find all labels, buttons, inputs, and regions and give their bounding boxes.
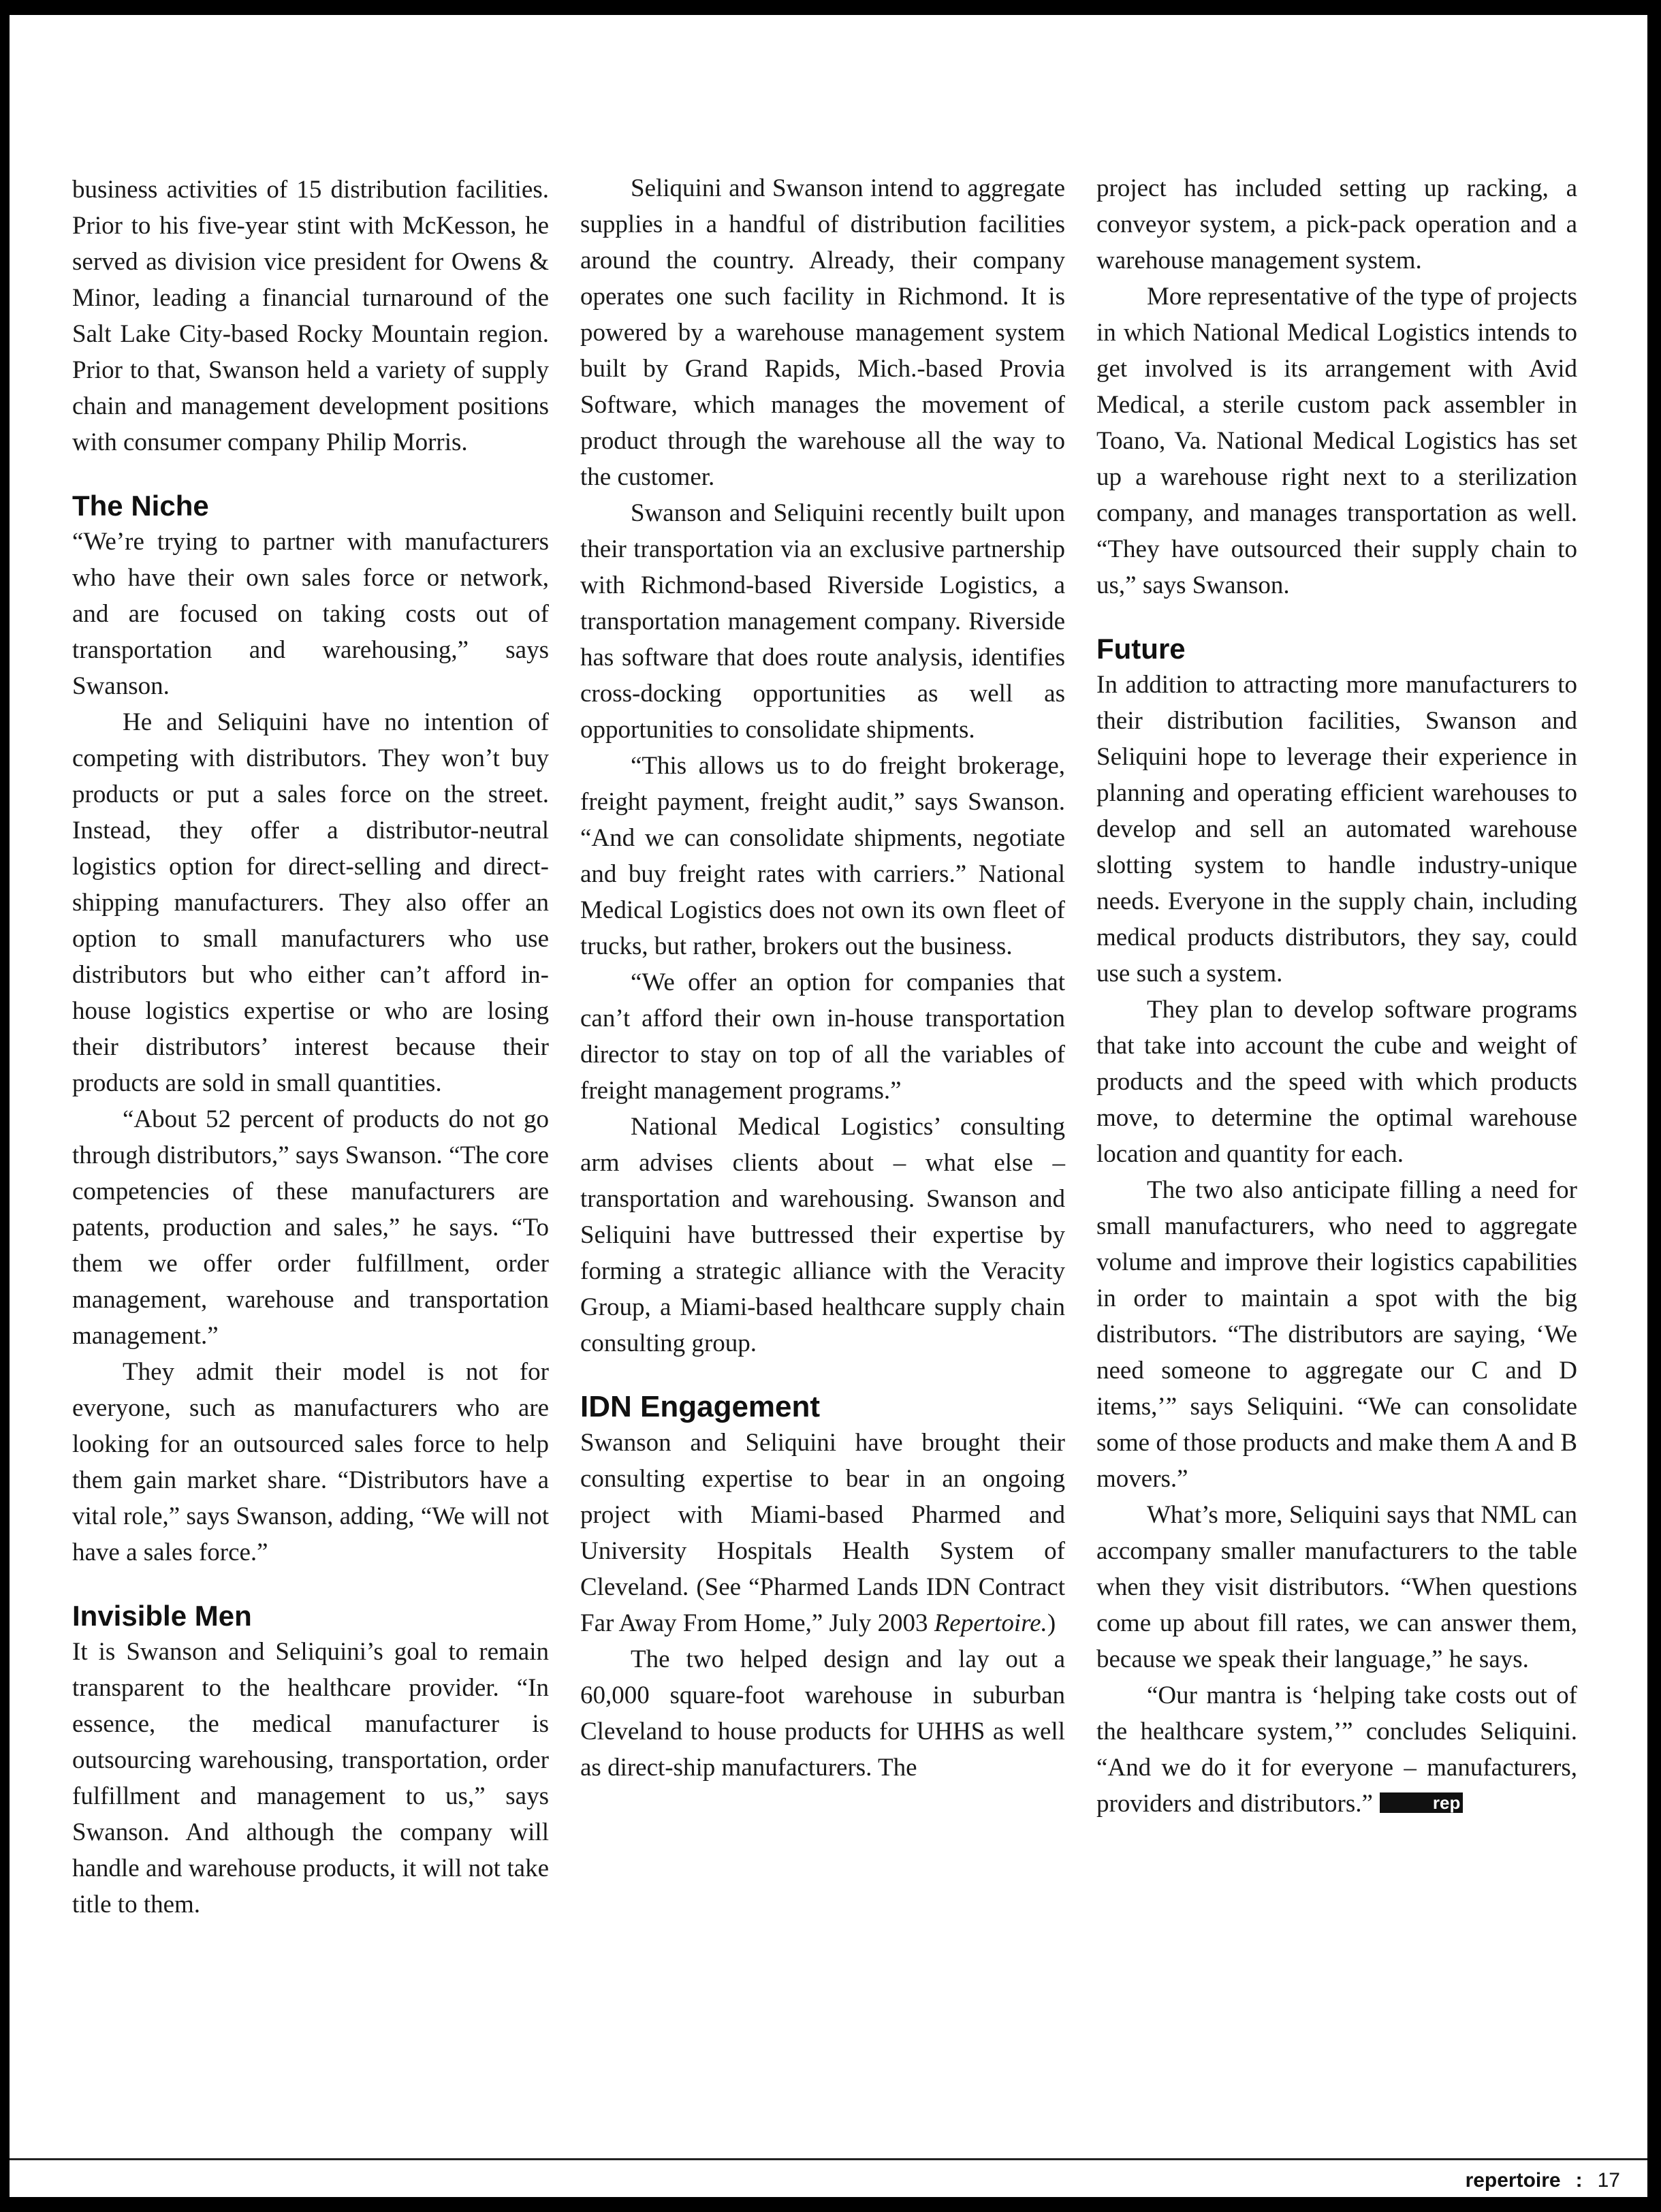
paragraph: project has included setting up racking, a conveyor system, a pick-pack operation and a warehouse management system. — [1096, 174, 1577, 274]
paragraph: “About 52 percent of products do not go through distributors,” says Swanson. “The core competencies of these manufacturers are patents, production and sales,” he says. “To them we offer order fulfillment, order management, warehouse and transportation management.” — [72, 1105, 549, 1350]
paragraph-text: “Our mantra is ‘helping take costs out of the healthcare system,’” concludes Seliquini. “And we do it for everyone – manufacturers, providers and distributors.” — [1096, 1681, 1577, 1818]
paragraph: National Medical Logistics’ consulting arm advises clients about – what else – transportation and warehousing. Swanson and Seliquini have buttressed their expertise by forming a strategic alliance with the Veracity Group, a Miami-based healthcare supply chain consulting group. — [580, 1113, 1065, 1357]
paragraph: What’s more, Seliquini says that NML can accompany smaller manufacturers to the table when they visit distributors. “When questions come up about fill rates, we can answer them, because we speak their language,” he says. — [1096, 1501, 1577, 1673]
paragraph — [1096, 1677, 1577, 1822]
paragraph: In addition to attracting more manufacturers to their distribution facilities, Swanson and Seliquini hope to leverage their experience in planning and operating efficient warehouses to develop and sell an automated warehouse slotting system to handle industry-unique needs. Everyone in the supply chain, including medical products distributors, they say, could use such a system. — [1096, 671, 1577, 988]
paragraph: They admit their model is not for everyone, such as manufacturers who are looking for an outsourced sales force to help them gain market share. “Distributors have a vital role,” says Swanson, adding, “We will not have a sales force.” — [72, 1358, 549, 1566]
paragraph: “This allows us to do freight brokerage, freight payment, freight audit,” says Swanson. “And we can consolidate shipments, negotiate and buy freight rates with carriers.” National Medical Logistics does not own its own fleet of trucks, but rather, brokers out the business. — [580, 752, 1065, 960]
paragraph: They plan to develop software programs that take into account the cube and weight of products and the speed with which products move, to determine the optimal warehouse location and quantity for each. — [1096, 996, 1577, 1168]
paragraph: Swanson and Seliquini recently built upon their transportation via an exclusive partnership with Richmond-based Riverside Logistics, a transportation management company. Riverside has software that does route analysis, identifies cross-docking opportunities as well as opportunities to consolidate shipments. — [580, 499, 1065, 744]
paragraph — [580, 1425, 1065, 1641]
page-number: 17 — [1597, 2169, 1620, 2192]
footer-separator: : — [1575, 2169, 1583, 2192]
paragraph: The two also anticipate filling a need for small manufacturers, who need to aggregate volume and improve their logistics capabilities in order to maintain a spot with the big distributors. “The distributors are saying, ‘We need someone to aggregate our C and D items,’” says Seliquini. “We can consolidate some of those products and make them A and B movers.” — [1096, 1176, 1577, 1493]
column-2 — [580, 170, 1065, 1786]
paragraph: business activities of 15 distribution facilities. Prior to his five-year stint with McKesson, he served as division vice president for Owens & Minor, leading a financial turnaround of the Salt Lake City-based Rocky Mountain region. Prior to that, Swanson held a variety of supply chain and management development positions with consumer company Philip Morris. — [72, 176, 549, 456]
paragraph: “We’re trying to partner with manufacturers who have their own sales force or network, and are focused on taking costs out of transportation and warehousing,” says Swanson. — [72, 528, 549, 700]
section-heading-invisible-men: Invisible Men — [72, 1600, 252, 1632]
paragraph: It is Swanson and Seliquini’s goal to remain transparent to the healthcare provider. “In essence, the medical manufacturer is outsourcing warehousing, transportation, order fulfillment and management to us,” says Swanson. And although the company will handle and warehouse products, it will not take title to them. — [72, 1638, 549, 1918]
footer-rule — [10, 2158, 1647, 2160]
paragraph: Seliquini and Swanson intend to aggregate supplies in a handful of distribution facilities around the country. Already, their company operates one such facility in Richmond. It is powered by a warehouse management system built by Grand Rapids, Mich.-based Provia Software, which manages the movement of product through the warehouse all the way to the customer. — [580, 174, 1065, 491]
column-1 — [72, 172, 549, 1923]
page-footer — [1466, 2169, 1620, 2192]
paragraph: The two helped design and lay out a 60,000 square-foot warehouse in suburban Cleveland to house products for UHHS as well as direct-ship manufacturers. The — [580, 1645, 1065, 1782]
paragraph-text: Swanson and Seliquini have brought their consulting expertise to bear in an ongoing project with Miami-based Pharmed and University Hospitals Health System of Cleveland. (See “Pharmed Lands IDN Contract Far Away From Home,” July 2003 — [580, 1429, 1065, 1637]
publication-name: repertoire — [1465, 2169, 1561, 2192]
paragraph-text: ) — [1047, 1609, 1056, 1637]
magazine-title-italic: Repertoire. — [934, 1609, 1047, 1637]
paragraph: “We offer an option for companies that can’t afford their own in-house transportation director to stay on top of all the variables of freight management programs.” — [580, 968, 1065, 1105]
section-heading-idn-engagement: IDN Engagement — [580, 1390, 821, 1423]
paragraph: He and Seliquini have no intention of competing with distributors. They won’t buy products or put a sales force on the street. Instead, they offer a distributor-neutral logistics option for direct-selling and direct-shipping manufacturers. They also offer an option to small manufacturers who use distributors but who either can’t afford in-house logistics expertise or who are losing their distributors’ interest because their products are sold in small quantities. — [72, 708, 549, 1097]
section-heading-niche: The Niche — [72, 490, 209, 522]
section-heading-future: Future — [1096, 633, 1186, 665]
end-of-article-logo-icon: rep — [1380, 1792, 1463, 1813]
column-3 — [1096, 170, 1577, 1822]
paragraph: More representative of the type of projects in which National Medical Logistics intends to get involved is its arrangement with Avid Medical, a sterile custom pack assembler in Toano, Va. National Medical Logistics has set up a warehouse right next to a sterilization company, and manages transportation as well. “They have outsourced their supply chain to us,” says Swanson. — [1096, 283, 1577, 599]
